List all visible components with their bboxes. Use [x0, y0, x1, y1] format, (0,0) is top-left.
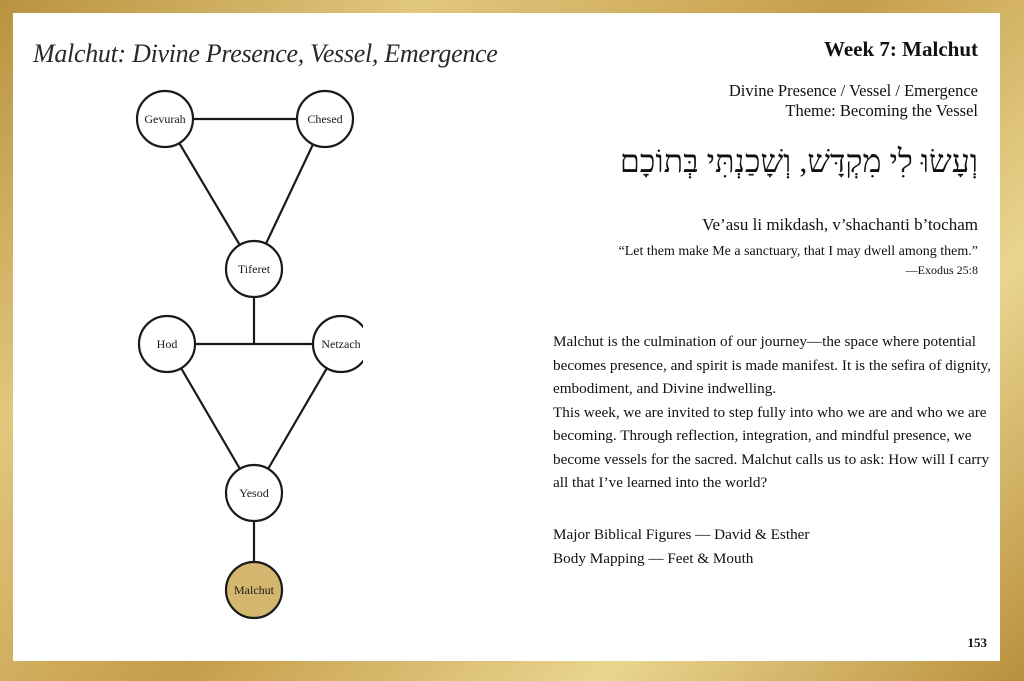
body-mapping-line: Body Mapping — Feet & Mouth — [553, 549, 754, 567]
body-paragraph: This week, we are invited to step fully into who we are and who we are becoming. Through reflection, integration, and mindful presence, we become vessels for the sacred. Malchut calls us to ask: How will I carry all that I’ve learned into the world? — [553, 403, 990, 491]
hebrew-verse: וְעָשׂוּ לִי מִקְדָּשׁ, וְשָׁכַנְתִּי בְּתוֹכָם — [619, 143, 978, 179]
node-yesod — [226, 465, 282, 521]
citation: —Exodus 25:8 — [905, 263, 978, 277]
node-chesed — [297, 91, 353, 147]
body-paragraph: Malchut is the culmination of our journey—the space where potential becomes presence, and spirit is made manifest. It is the sefira of dignity, embodiment, and Divine indwelling. — [553, 333, 992, 397]
node-label-malchut: Malchut — [234, 583, 274, 597]
transliteration: Ve’asu li mikdash, v’shachanti b’tocham — [702, 215, 978, 234]
node-tiferet — [226, 241, 282, 297]
node-label-gevurah: Gevurah — [144, 112, 186, 126]
node-label-yesod: Yesod — [239, 486, 269, 500]
book-page — [13, 13, 1000, 661]
node-label-chesed: Chesed — [307, 112, 343, 126]
node-netzach — [313, 316, 363, 372]
facts-list — [553, 523, 809, 570]
body-text — [553, 330, 993, 495]
sefirot-tree-diagram — [123, 83, 363, 643]
subtitle: Divine Presence / Vessel / Emergence — [728, 81, 978, 100]
node-malchut — [226, 562, 282, 618]
page-number: 153 — [967, 635, 987, 650]
node-hod — [139, 316, 195, 372]
biblical-figures-line: Major Biblical Figures — David & Esther — [553, 526, 810, 543]
week-title: Week 7: Malchut — [824, 37, 978, 61]
theme-line: Theme: Becoming the Vessel — [785, 101, 978, 120]
node-label-hod: Hod — [156, 337, 178, 351]
page-heading: Malchut: Divine Presence, Vessel, Emergence — [33, 39, 498, 68]
node-label-netzach: Netzach — [321, 337, 361, 351]
node-label-tiferet: Tiferet — [237, 262, 271, 276]
node-gevurah — [137, 91, 193, 147]
translation-quote: “Let them make Me a sanctuary, that I may dwell among them.” — [618, 244, 978, 259]
